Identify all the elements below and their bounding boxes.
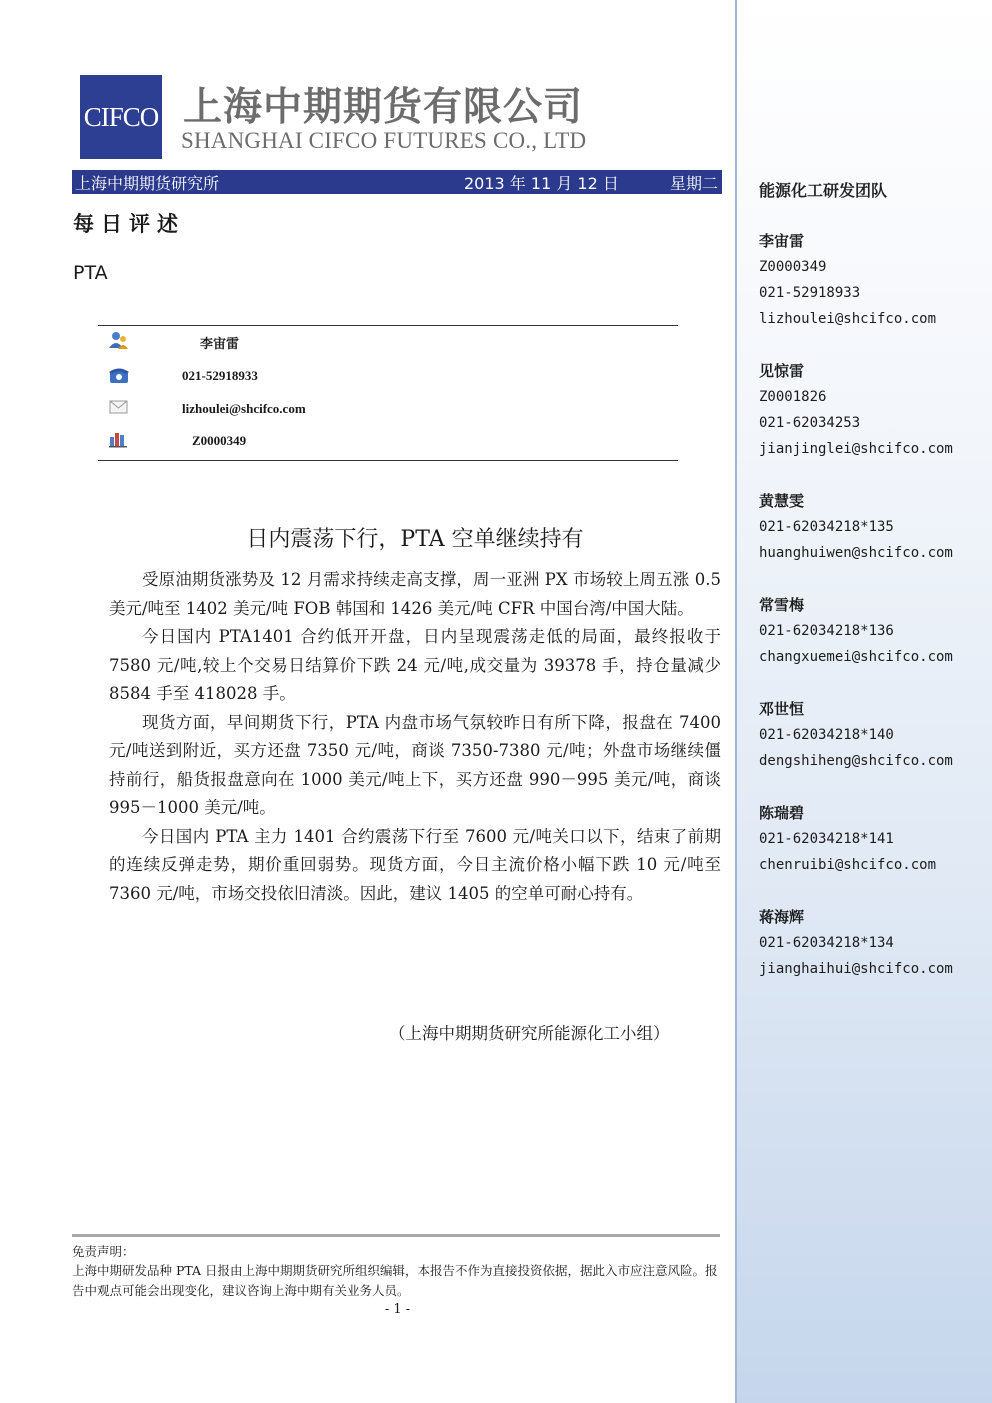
member-name: 李宙雷 <box>759 232 805 250</box>
article-paragraph: 现货方面，早间期货下行，PTA 内盘市场气氛较昨日有所下降，报盘在 7400 元/吨送到附近，买方还盘 7350 元/吨，商谈 7350-7380 元/吨；外盘市场继续僵持前行，船货报盘意向在 1000 美元/吨上下，买方还盘 990－995 美元/吨，商谈 995－1000 美元/吨。 <box>109 712 721 817</box>
disclaimer-text: 上海中期研发品种 PTA 日报由上海中期期货研究所组织编辑，本报告不作为直接投资依据，据此入市应注意风险。报告中观点可能会出现变化，建议咨询上海中期有关业务人员。 <box>72 1263 718 1298</box>
member-phone: 021-62034253 <box>759 415 861 431</box>
team-title: 能源化工研发团队 <box>759 181 888 200</box>
team-member <box>759 800 936 878</box>
footer-divider <box>72 1234 720 1237</box>
member-email[interactable]: chenruibi@shcifco.com <box>759 857 937 873</box>
member-name: 常雪梅 <box>759 596 805 614</box>
member-email[interactable]: huanghuiwen@shcifco.com <box>759 545 953 561</box>
article-headline: 日内震荡下行，PTA 空单继续持有 <box>246 527 584 552</box>
institute-name: 上海中期期货研究所 <box>75 174 220 193</box>
contact-row-phone <box>108 366 258 384</box>
member-name: 陈瑞碧 <box>759 804 805 822</box>
article-paragraph: 受原油期货涨势及 12 月需求持续走高支撑，周一亚洲 PX 市场较上周五涨 0.5 美元/吨至 1402 美元/吨 FOB 韩国和 1426 美元/吨 CFR 中国台湾/中国大陆。 <box>109 570 721 618</box>
team-member <box>759 696 953 774</box>
contact-phone: 021-52918933 <box>182 368 258 383</box>
product-name: PTA <box>73 262 108 284</box>
phone-icon <box>108 366 130 384</box>
member-name: 邓世恒 <box>759 700 805 718</box>
company-name-cn: 上海中期期货有限公司 <box>183 85 584 130</box>
author-contact-box <box>98 325 678 461</box>
contact-row-license <box>108 430 247 448</box>
member-phone: 021-62034218*140 <box>759 727 894 743</box>
member-email[interactable]: jianghaihui@shcifco.com <box>759 961 953 977</box>
research-team-sidebar <box>735 0 992 1403</box>
member-phone: 021-62034218*135 <box>759 519 894 535</box>
column-title: 每日评述 <box>73 212 185 236</box>
member-phone: 021-62034218*134 <box>759 935 894 951</box>
mail-icon <box>108 398 130 416</box>
member-name: 蒋海辉 <box>759 908 805 926</box>
person-icon <box>108 330 130 348</box>
team-member <box>759 358 953 462</box>
article-paragraph: 今日国内 PTA1401 合约低开开盘，日内呈现震荡走低的局面，最终报收于 7580 元/吨,较上个交易日结算价下跌 24 元/吨,成交量为 39378 手，持仓量减少 8584 手至 418028 手。 <box>109 627 721 703</box>
report-weekday: 星期二 <box>669 174 718 193</box>
member-email[interactable]: changxuemei@shcifco.com <box>759 649 953 665</box>
article-body <box>109 566 721 908</box>
company-name-en: SHANGHAI CIFCO FUTURES CO., LTD <box>181 128 587 153</box>
member-name: 黄慧雯 <box>759 492 805 510</box>
header-bar <box>72 170 722 194</box>
report-date: 2013 年 11 月 12 日 <box>464 174 619 193</box>
team-member <box>759 904 953 982</box>
team-member <box>759 592 953 670</box>
logo-abbr: CIFCO <box>83 101 159 132</box>
contact-email[interactable]: lizhoulei@shcifco.com <box>182 401 306 416</box>
team-member <box>759 228 936 332</box>
member-email[interactable]: jianjinglei@shcifco.com <box>759 441 953 457</box>
company-logo <box>80 75 162 159</box>
member-email[interactable]: dengshiheng@shcifco.com <box>759 753 953 769</box>
member-phone: 021-62034218*136 <box>759 623 894 639</box>
page-number: - 1 - <box>384 1302 411 1317</box>
member-license: Z0001826 <box>759 389 827 405</box>
contact-license: Z0000349 <box>192 433 247 448</box>
member-phone: 021-52918933 <box>759 285 861 301</box>
contact-name: 李宙雷 <box>200 337 240 352</box>
member-email[interactable]: lizhoulei@shcifco.com <box>759 311 937 327</box>
member-name: 见惊雷 <box>759 362 805 380</box>
contact-row-name <box>108 330 240 352</box>
disclaimer-title: 免责声明： <box>72 1244 135 1259</box>
certificate-icon <box>108 430 130 448</box>
contact-row-email <box>108 398 306 416</box>
team-member <box>759 488 953 566</box>
article-signature: （上海中期期货研究所能源化工小组） <box>389 1024 670 1043</box>
article-paragraph: 今日国内 PTA 主力 1401 合约震荡下行至 7600 元/吨关口以下，结束了前期的连续反弹走势，期价重回弱势。现货方面，今日主流价格小幅下跌 10 元/吨至 7360 元/吨，市场交投依旧清淡。因此，建议 1405 的空单可耐心持有。 <box>109 826 721 903</box>
member-phone: 021-62034218*141 <box>759 831 894 847</box>
member-license: Z0000349 <box>759 259 827 275</box>
